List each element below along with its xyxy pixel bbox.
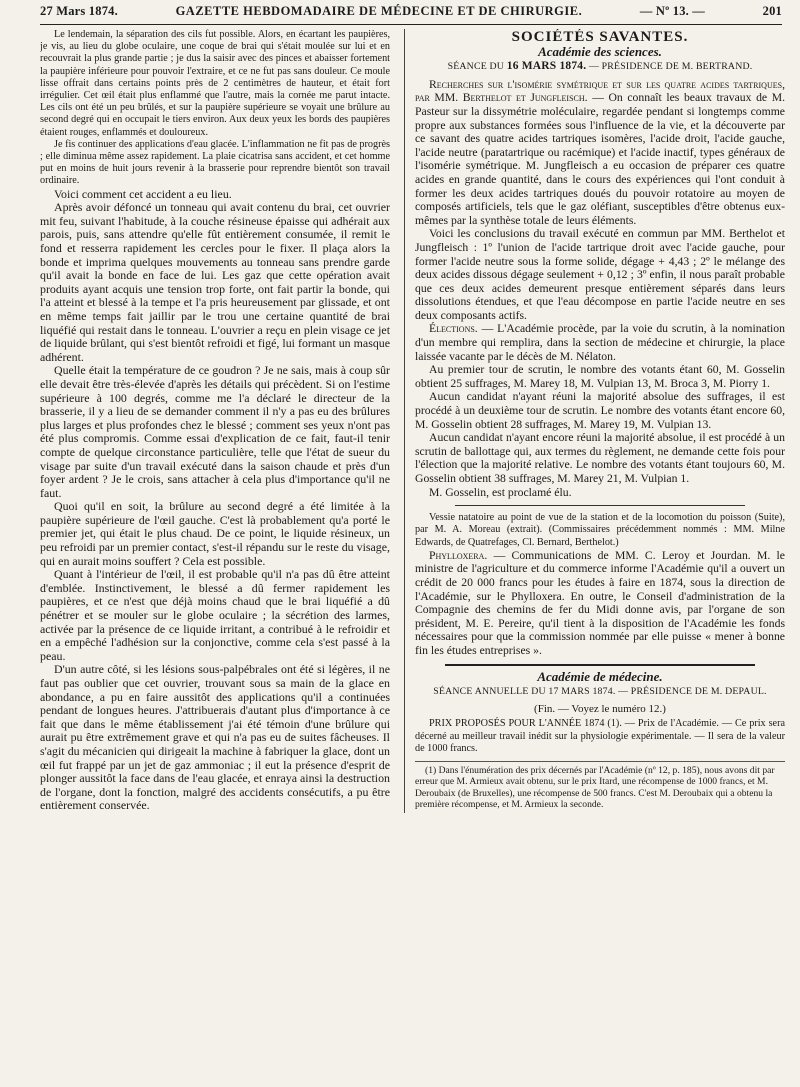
paragraph: Voici les conclusions du travail exécuté en commun par MM. Berthelot et Jungfleisch : 1º l'union de l'acide tartrique droit avec l'acide gauche, pour former l'acide neutre sous la forme solide, dégage + 4,43 ; 2º le mélange des deux acides dissous dégage seulement + 0,12 ; 3º enfin, il nous paraît probable que ces deux acides demeurent presque entièrement séparés dans leurs dissolutions étendues, et que l'eau décompose en partie l'acide neutre en ses deux composants actifs. (415, 227, 785, 322)
academy-medecine-title: Académie de médecine. (537, 668, 663, 684)
footnote: (1) Dans l'énumération des prix décernés par l'Académie (nº 12, p. 185), nous avons dit par erreur que M. Armieux avait obtenu, sur le prix Itard, une récompense de 1000 francs, et M. Deroubaix (de Bruxelles), une récompense de 500 francs. C'est M. Deroubaix qui a obtenu la première récompense, et M. Armieux la seconde. (415, 761, 785, 810)
medecine-seance: SÉANCE ANNUELLE DU 17 MARS 1874. — PRÉSIDENCE DE M. DEPAUL. (433, 686, 767, 698)
phylloxera-title: Phylloxera. (429, 548, 488, 562)
divider (445, 664, 755, 666)
phylloxera-paragraph (415, 549, 785, 658)
paragraph: D'un autre côté, si les lésions sous-palpébrales ont été si légères, il ne faut pas oublier que cet ouvrier, trouvant sous sa main de la glace en abondance, a pu en faire aussitôt des applications qu'il a continuées pendant de longues heures. J'attribuerais d'autant plus d'importance à ce fait que dans le même établissement j'ai été témoin d'une brûlure qui aurait pu être extrêmement grave et qui n'a pas eu de suites fâcheuses. Il s'agit du mécanicien qui dirigeait la machine à fabriquer la glace, dont un œil fut frappé par un jet de gaz ammoniac ; il eut la présence d'esprit de plonger aussitôt la face dans de l'eau glacée, et enraya ainsi la destruction de l'organe, dont la fonction, malgré des accidents consécutifs, a pu être entièrement conservée. (40, 662, 390, 813)
article-paragraph (415, 78, 785, 228)
seance-line (415, 60, 785, 74)
academy-sciences-title: Académie des sciences. (538, 43, 662, 59)
paragraph: M. Gosselin, est proclamé élu. (429, 485, 572, 499)
seance-president: — PRÉSIDENCE DE M. BERTRAND. (589, 61, 753, 73)
paragraph: Aucun candidat n'ayant réuni la majorité absolue des suffrages, il est procédé à un deuxième tour de scrutin. Le nombre des votants étant encore 60, M. Gosselin obtient 28 suffrages, M. Marey 19, M. Vulpian 13. (415, 390, 785, 431)
paragraph: Après avoir défoncé un tonneau qui avait contenu du brai, cet ouvrier mit feu, suivant l'habitude, à la couche résineuse épaisse qui adhérait aux parois, puis, sans attendre qu'elle fût entièrement consumée, il remit le fond et resserra rapidement les cercles pour le fixer. Il plaça alors la bonde et imprima quelques mouvements au tonneau sans prendre garde qu'il avait la bonde en face de lui. Les gaz que cette opération avait produits ayant acquis une tension trop forte, ont fait partir la bonde, qui l'a atteint et blessé à la tempe et l'a pris heureusement par glissade, et ont en même temps fait jaillir par le trou une certaine quantité de brai liquéfié qui restait dans le tonneau. L'ouvrier a reçu en plein visage ce jet de liquide brûlant, qui s'est bientôt refroidi et figé, lui formant un masque adhérent. (40, 200, 390, 364)
paragraph: Je fis continuer des applications d'eau glacée. L'inflammation ne fit pas de progrès ; elle diminua même assez rapidement. La plaie cicatrisa sans accident, et cet homme put en moins de huit jours revenir à la brasserie pour reprendre bientôt son travail ordinaire. (40, 138, 390, 187)
paragraph: Vessie natatoire au point de vue de la station et de la locomotion du poisson (Suite), par M. A. Moreau (extrait). (Commissaires précédemment nommés : MM. Milne Edwards, de Quatrefages, Cl. Bernard, Berthelot.) (415, 512, 785, 548)
seance-label: SÉANCE DU (447, 61, 505, 73)
left-column (40, 29, 390, 813)
header-title: GAZETTE HEBDOMADAIRE DE MÉDECINE ET DE CHIRURGIE. (175, 4, 583, 18)
header-number: — Nº 13. — (639, 4, 705, 18)
paragraph: Le lendemain, la séparation des cils fut possible. Alors, en écartant les paupières, je vis, au lieu du globe oculaire, une coque de brai qui s'était moulée sur lui et en recouvrait la plus grande partie ; je dus la saisir avec des pinces et abaisser fortement la paupière inférieure pour pouvoir l'extraire, et ce ne fut pas sans douleur. Ce moule lisse offrait dans certains points près de 2 centimètres de hauteur, et était fort irrégulier. Cet œil était plus enflammé que l'autre, mais la cornée me parut intacte. Les cils ont été un peu brûlés, et sur la paupière supérieure se voyait une brûlure au second degré qui en occupait le tiers environ. Aux deux yeux les bords des paupières étaient rouges, enflammés et douloureux. (40, 29, 390, 138)
page-header (40, 4, 782, 25)
article-title: Recherches sur l'isomérie symétrique et sur les quatre acides tartriques, par MM. Berthelot et Jungfleisch. (415, 77, 785, 105)
fin-line: (Fin. — Voyez le numéro 12.) (534, 702, 666, 715)
divider (455, 505, 745, 506)
header-page: 201 (762, 4, 782, 18)
paragraph: Quelle était la température de ce goudron ? Je ne sais, mais à coup sûr elle devait être très-élevée d'après les détails qui précèdent. Si on l'estime supérieure à 100 degrés, comme me l'a déclaré le directeur de la brasserie, il y a lieu de se demander comment il n'y a pas eu des brûlures plus larges et plus profondes chez le blessé ; comment ses yeux n'ont pas été plus compromis. Comme essai d'explication de ce fait, faut-il tenir compte de quelque circonstance particulière, telle que l'état de sueur du visage par suite d'un travail exécuté dans la saison chaude et près d'un foyer ardent ? Je le crois, sans attacher à cela plus d'importance qu'il ne faut. (40, 363, 390, 500)
paragraph: Quant à l'intérieur de l'œil, il est probable qu'il n'a pas dû être atteint d'emblée. Instinctivement, le blessé a dû fermer rapidement les paupières, et ce n'est que déjà moins chaud que le brai liquéfié a dû pénétrer et se mouler sur le globe oculaire ; la sécrétion des larmes, activée par la présence de ce liquide irritant, a contribué à le refroidir et en a empêché l'adhésion sur la conjonctive, comme cela s'est passé à la peau. (40, 567, 390, 663)
header-date: 27 Mars 1874. (40, 4, 118, 18)
paragraph: Voici comment cet accident a eu lieu. (54, 186, 232, 201)
paragraph: Aucun candidat n'ayant encore réuni la majorité absolue, il est procédé à un scrutin de ballottage qui, aux termes du règlement, ne demande cette fois pour l'élection que la majorité relative. Le nombre des votants étant toujours 60, M. Gosselin obtient 38 suffrages, M. Marey 21, M. Vulpian 1. (415, 431, 785, 485)
paragraph: Au premier tour de scrutin, le nombre des votants étant 60, M. Gosselin obtient 25 suffrages, M. Marey 18, M. Vulpian 13, M. Broca 3, M. Piorry 1. (415, 363, 785, 390)
paragraph: Quoi qu'il en soit, la brûlure au second degré a été limitée à la paupière supérieure de l'œil gauche. C'est là probablement qu'a porté le premier jet, qui était le plus chaud. De ce point, le liquide résineux, un peu refroidi par un premier contact, s'est-il répandu sur le reste du visage, qui en aurait moins souffert ? Cela est possible. (40, 499, 390, 568)
seance-date: 16 MARS 1874. (506, 60, 587, 73)
elections-paragraph (415, 322, 785, 363)
article-text: — On connaît les beaux travaux de M. Pasteur sur la dissymétrie moléculaire, regardée pendant si longtemps comme propre aux substances formées sous l'influence de la vie, et la découverte par ce savant des quatre acides tartriques isomères, l'acide droit, l'acide gauche, l'acide neutre (paratartrique ou racémique) et l'acide inactif, types généraux de l'isomérie symétrique. M. Jungfleisch a eu occasion de préparer ces quatre acides en grande quantité, dans le cours des expériences qui l'ont conduit à former les deux acides tartriques doués du pouvoir rotatoire au moyen de composés artificiels, tels que le gaz oléfiant, susceptibles d'être obtenus eux-mêmes par la synthèse totale de leurs éléments. (415, 91, 785, 227)
elections-text: — L'Académie procède, par la voie du scrutin, à la nomination d'un membre qui remplira, dans la section de médecine et chirurgie, la place laissée vacante par le décès de M. Nélaton. (415, 322, 785, 363)
right-column (404, 29, 785, 813)
phylloxera-text: — Communications de MM. C. Leroy et Jourdan. M. le ministre de l'agriculture et du commerce informe l'Académie qu'il a ouvert un crédit de 20 000 francs pour les études à faire en 1874, sous la direction de l'Académie, sur le Phylloxera. En outre, le Conseil d'administration de la Compagnie des chemins de fer du Midi donne avis, par l'organe de son président, M. E. Pereire, qu'il tient à la disposition de l'Académie les fonds nécessaires pour que la commission nommée par elle puisse « mener à bonne fin les études entreprises ». (415, 548, 785, 657)
paragraph: PRIX PROPOSÉS POUR L'ANNÉE 1874 (1). — Prix de l'Académie. — Ce prix sera décerné au meilleur travail inédit sur la physiologie expérimentale. — Il sera de la valeur de 1000 francs. (415, 718, 785, 754)
elections-title: Élections. (429, 322, 478, 336)
section-title: SOCIÉTÉS SAVANTES. (511, 29, 689, 45)
